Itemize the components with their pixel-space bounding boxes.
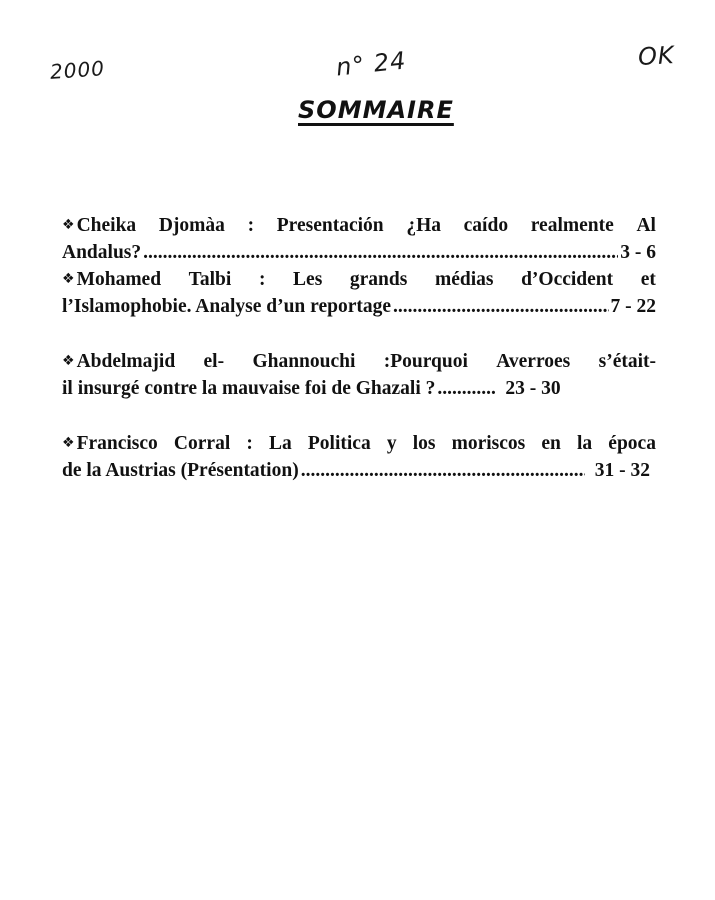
toc-word: caído (463, 215, 509, 236)
toc-word (62, 430, 158, 457)
toc-word: ¿Ha (406, 215, 441, 236)
toc-word: Ghannouchi (252, 351, 356, 372)
diamond-bullet-icon: ❖ (62, 435, 75, 451)
toc-word: La (268, 433, 292, 454)
toc-entry (62, 348, 656, 402)
diamond-bullet-icon: ❖ (62, 271, 75, 287)
toc-word: grands (349, 269, 408, 290)
toc-word (62, 348, 175, 375)
diamond-bullet-icon: ❖ (62, 217, 75, 233)
toc-entry (62, 430, 656, 484)
toc-word: en (541, 433, 561, 454)
toc-entry-text: Andalus? (62, 242, 142, 263)
toc-entry-last-line (62, 293, 656, 320)
toc-page-range: 31 - 32 (594, 460, 650, 481)
toc-word: realmente (530, 215, 614, 236)
toc-word: y (386, 433, 397, 454)
diamond-bullet-icon: ❖ (62, 353, 75, 369)
toc-word: : (246, 433, 253, 454)
toc-word: Mohamed (76, 269, 162, 290)
toc-word: Presentación (276, 215, 384, 236)
toc-entry-text: l’Islamophobie. Analyse d’un reportage (62, 296, 392, 317)
toc-word: Politica (307, 433, 371, 454)
toc-entry-line (62, 212, 656, 239)
toc-word (62, 266, 161, 293)
toc-entry-last-line (62, 239, 656, 266)
toc-word: Les (293, 269, 323, 290)
dot-leader (393, 293, 608, 320)
toc-word: médias (434, 269, 494, 290)
handwritten-year: 2000 (49, 56, 106, 84)
dot-leader (143, 239, 618, 266)
toc-word: el- (203, 351, 225, 372)
toc-entry-last-line (62, 375, 656, 402)
toc-page-range: 3 - 6 (620, 242, 656, 263)
toc-entry (62, 212, 656, 266)
toc-word: et (640, 269, 656, 290)
toc-word: Talbi (188, 269, 232, 290)
toc-word: Corral (173, 433, 231, 454)
toc-word: moriscos (451, 433, 526, 454)
toc-page-range: 7 - 22 (610, 296, 656, 317)
toc-entry-last-line (62, 457, 650, 484)
toc-word: Averroes (496, 351, 571, 372)
toc-word: Djomàa (158, 215, 225, 236)
toc-entry-text: de la Austrias (Présentation) (62, 460, 299, 481)
toc-word: Abdelmajid (76, 351, 176, 372)
toc-word: Al (636, 215, 656, 236)
toc-page-range: 23 - 30 (505, 378, 561, 399)
toc-word: d’Occident (521, 269, 614, 290)
toc-entry-line (62, 266, 656, 293)
dot-leader (437, 375, 495, 402)
toc-word: Cheika (76, 215, 137, 236)
toc-entry-text: il insurgé contre la mauvaise foi de Ghazali ? (62, 378, 436, 399)
handwritten-ok-mark: OK (637, 41, 676, 71)
toc-entry-line (62, 430, 656, 457)
toc-word: : (258, 269, 266, 290)
toc-word: :Pourquoi (383, 351, 468, 372)
toc-entry-line (62, 348, 656, 375)
toc-word: los (412, 433, 436, 454)
dot-leader (301, 457, 585, 484)
toc-word: Francisco (76, 433, 158, 454)
toc-entry (62, 266, 656, 320)
toc-word: la (577, 433, 593, 454)
toc-word: s’était- (598, 351, 656, 372)
toc-word: época (608, 433, 656, 454)
toc-word: : (247, 215, 255, 236)
toc-word (62, 212, 136, 239)
handwritten-issue-number: n° 24 (334, 46, 408, 82)
page-title: SOMMAIRE (298, 96, 454, 124)
